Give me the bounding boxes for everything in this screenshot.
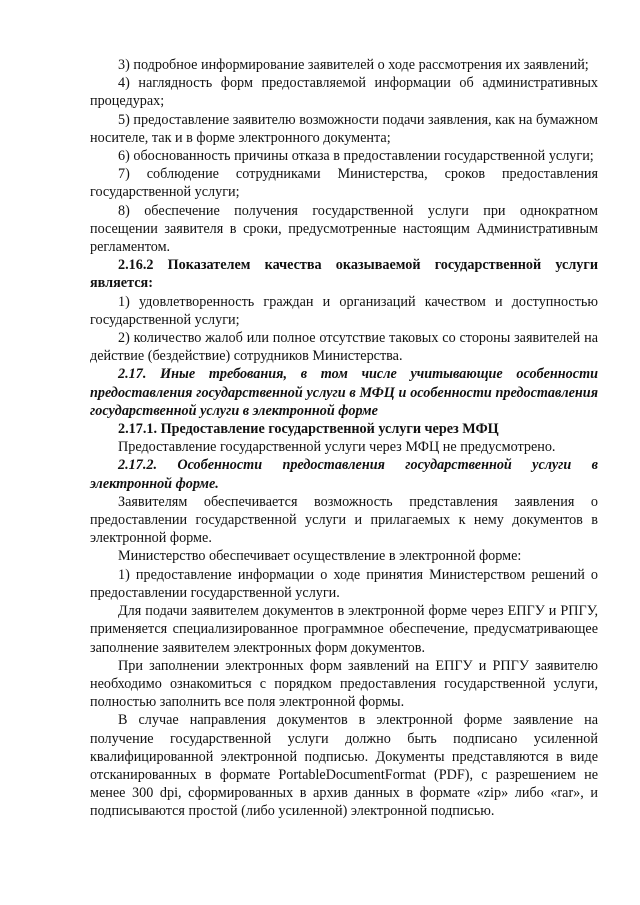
electronic-paragraph-4: При заполнении электронных форм заявлений на ЕПГУ и РПГУ заявителю необходимо ознакомиться с порядком предоставления государственной услуги, полностью заполнить все поля электронной формы.: [90, 657, 598, 711]
quality-item-2: 2) количество жалоб или полное отсутствие таковых со стороны заявителей на действие (бездействие) сотрудников Министерства.: [90, 330, 598, 365]
quality-item-1: 1) удовлетворенность граждан и организаций качеством и доступностью государственной услуги;: [90, 293, 598, 328]
section-heading-2-17-1: 2.17.1. Предоставление государственной услуги через МФЦ: [118, 421, 499, 438]
section-heading-2-16-2: 2.16.2 Показателем качества оказываемой государственной услуги является:: [90, 257, 598, 292]
electronic-paragraph-3: Для подачи заявителем документов в электронной форме через ЕПГУ и РПГУ, применяется специализированное программное обеспечение, предусматривающее заполнение заявителем электронных форм документов.: [90, 603, 598, 656]
list-item-4: 4) наглядность форм предоставляемой информации об административных процедурах;: [90, 75, 598, 110]
section-heading-2-17-2: 2.17.2. Особенности предоставления государственной услуги в электронной форме.: [90, 457, 598, 492]
electronic-paragraph-5: В случае направления документов в электронной форме заявление на получение государственной услуги должно быть подписано усиленной квалифицированной электронной подписью. Документы представляются в виде отсканированных в формате PortableDocumentFormat (PDF), с разрешением не менее 300 dpi, сформированных в архив данных в формате «zip» либо «rar», и подписываются простой (либо усиленной) электронной подписью.: [90, 712, 598, 820]
section-heading-2-17: 2.17. Иные требования, в том числе учитывающие особенности предоставления государственной услуги в МФЦ и особенности предоставления государственной услуги в электронной форме: [90, 366, 598, 419]
list-item-8: 8) обеспечение получения государственной услуги при однократном посещении заявителя в сроки, предусмотренные настоящим Административным регламентом.: [90, 202, 598, 256]
mfc-paragraph: Предоставление государственной услуги через МФЦ не предусмотрено.: [118, 439, 556, 456]
electronic-paragraph-2: Министерство обеспечивает осуществление в электронной форме:: [118, 548, 522, 565]
electronic-paragraph-1: Заявителям обеспечивается возможность представления заявления о предоставлении государственной услуги и прилагаемых к нему документов в электронной форме.: [90, 493, 598, 547]
electronic-item-1: 1) предоставление информации о ходе принятия Министерством решений о предоставлении государственной услуги.: [90, 566, 598, 601]
list-item-5: 5) предоставление заявителю возможности подачи заявления, как на бумажном носителе, так и в форме электронного документа;: [90, 111, 598, 146]
list-item-7: 7) соблюдение сотрудниками Министерства, сроков предоставления государственной услуги;: [90, 166, 598, 201]
list-item-6: 6) обоснованность причины отказа в предоставлении государственной услуги;: [118, 148, 594, 165]
list-item-3: 3) подробное информирование заявителей о ходе рассмотрения их заявлений;: [118, 57, 589, 73]
